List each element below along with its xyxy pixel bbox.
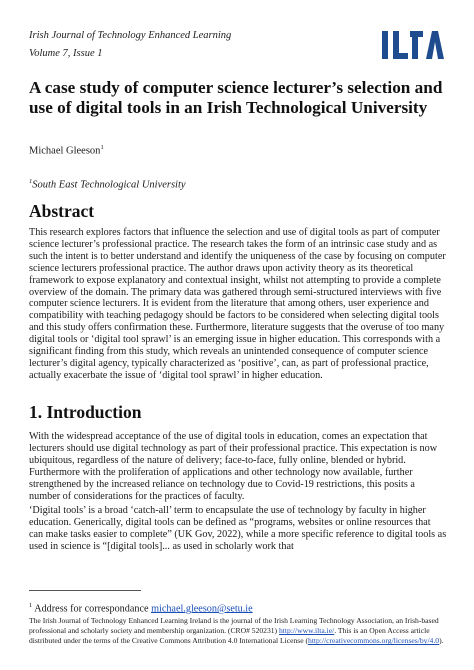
footnote-divider — [29, 590, 141, 591]
footnote-text: Address for correspondance — [34, 603, 149, 615]
license-text-2: . This is an Open Access article distributed under the terms of the Creative Commons Attribution 4.0 International License ( — [29, 626, 430, 646]
correspondence-email-link[interactable]: michael.gleeson@setu.ie — [151, 603, 253, 615]
abstract-heading: Abstract — [29, 201, 95, 221]
author-affiliation-mark: 1 — [100, 144, 104, 151]
affiliation-mark: 1 — [29, 178, 33, 185]
footnote-mark: 1 — [29, 602, 33, 609]
affiliation-name: South East Technological University — [32, 179, 186, 191]
ilta-website-link[interactable]: http://www.ilta.ie/ — [279, 626, 335, 636]
ilta-logo — [380, 28, 444, 62]
introduction-heading: 1. Introduction — [29, 402, 142, 422]
author-line — [29, 144, 104, 157]
footnote — [29, 602, 253, 614]
license-text-3: ). — [439, 636, 444, 646]
affiliation-line — [29, 178, 186, 191]
license-notice — [29, 616, 449, 647]
cc-license-link[interactable]: http://creativecommons.org/licenses/by/4.0 — [308, 636, 440, 646]
introduction-paragraph-1: With the widespread acceptance of the use of digital tools in education, comes an expectation that lecturers should use digital technology as part of their professional practice. This expectation is now ubiquitous, regardless of the nature of delivery; face-to-face, fully online, blended or hybrid. Furthermore with the proliferation of applications and other technology now available, further strengthened by the increased reliance on technology due to Covid-19 restrictions, this posits a number of considerations for the practices of faculty. — [29, 431, 438, 502]
license-text-1: The Irish Journal of Technology Enhanced Learning Ireland is the journal of the Irish Learning Technology Association, an Irish-based professional and scholarly society and membership organization. (CRO# 520231) — [29, 616, 439, 636]
journal-issue: Volume 7, Issue 1 — [29, 48, 103, 59]
abstract-text: This research explores factors that influence the selection and use of digital tools as part of computer science lecturer’s professional practice. The research takes the form of an intrinsic case study and as such the intent is to better understand and identify the uniqueness of the case by focusing on computer science lecturers professional practice. The author draws upon activity theory as its theoretical framework to expose explanatory and contextual insight, whilst not attempting to provide a complete overview of the domain. The primary data was gathered through semi-structured interviews with five computer science lecturers. It is evident from the literature that among others, user experience and compatibility with teaching pedagogy should be factors to be considered when selecting digital tools and this study offers confirmation these. Furthermore, literature suggests that the overuse of too many digital tools or ‘digital tool sprawl’ is an emerging issue in higher education. This corresponds with a significant finding from this study, which reveals an unintended consequence of computer science lecturer’s digital agency, typically characterized as ‘positive’, can, as part of professional practice, actually exacerbate the issue of ‘digital tool sprawl’ in higher education. — [29, 227, 446, 381]
paper-title: A case study of computer science lecturer’s selection and use of digital tools in an Irish Technological University — [29, 78, 443, 117]
introduction-paragraph-2: ‘Digital tools’ is a broad ‘catch-all’ term to encapsulate the use of technology by faculty in higher education. Generically, digital tools can be defined as “programs, websites or online resources that can make tasks easier to complete” (UK Gov, 2022), while a more specific reference to digital tools as used in science is “[digital tools]... as used in scholarly work that — [29, 505, 447, 552]
author-name: Michael Gleeson — [29, 145, 101, 157]
journal-name: Irish Journal of Technology Enhanced Learning — [29, 30, 232, 41]
